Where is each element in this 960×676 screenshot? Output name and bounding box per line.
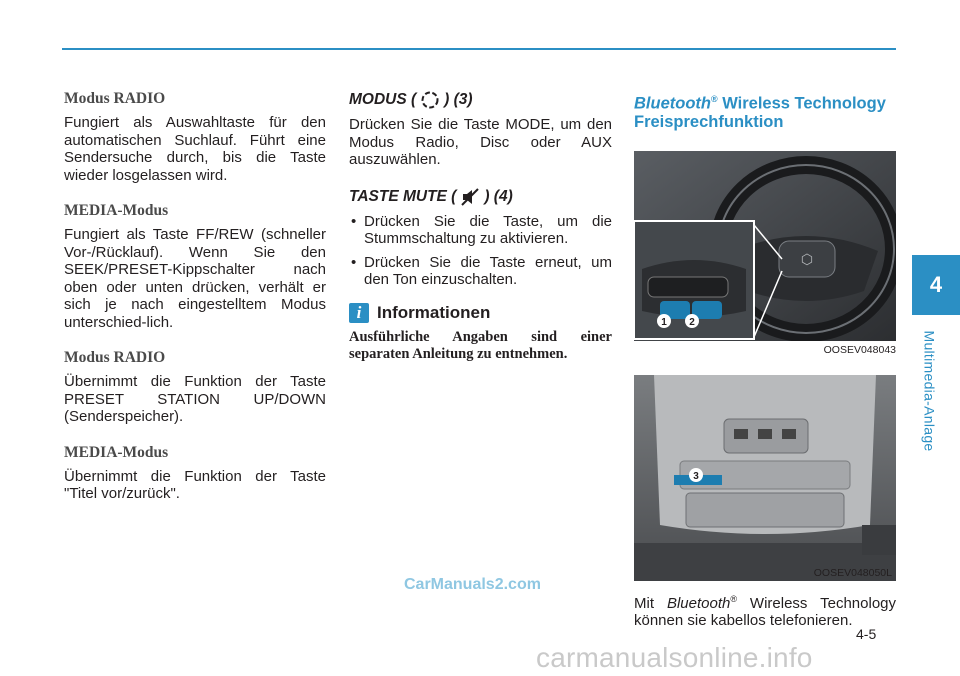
list-item: • Drücken Sie die Taste, um die Stummschaltung zu aktivieren. [349,213,612,248]
callout-3: 3 [693,470,699,482]
info-body: Ausführliche Angaben sind einer separaten Anleitung zu entnehmen. [349,328,612,362]
mute-heading: TASTE MUTE ( ) (4) [349,187,513,205]
chapter-tab: 4 [912,255,960,315]
steering-wheel-figure [634,151,896,341]
page-number: 4-5 [856,626,877,642]
bluetooth-heading: Bluetooth® Wireless Technology Freisprechfunktion [634,94,886,131]
watermark-link[interactable]: CarManuals2.com [404,576,541,593]
column-middle [349,90,612,363]
top-rule [62,48,896,50]
watermark-text: carmanualsonline.info [536,642,813,673]
modus-body: Drücken Sie die Taste MODE, um den Modus Radio, Disc oder AUX auszuwählen. [349,116,612,168]
callout-1: 1 [661,316,667,328]
figure-caption: OOSEV048050L [813,566,892,579]
bluetooth-body: Mit Bluetooth® Wireless Technology können sie kabellos telefonieren. [634,593,896,629]
figure-caption: OOSEV048043 [823,343,896,356]
info-icon: i [349,303,369,323]
section-body: Fungiert als Taste FF/REW (schneller Vor-/Rücklauf). Wenn Sie den SEEK/PRESET-Kippschalter nach oben oder unten drücken, verhält er sich je nach eingestelltem Modus unterschied-lich. [64,226,326,331]
svg-text:⬡: ⬡ [800,250,814,267]
overhead-console-figure [634,375,896,581]
list-item: • Drücken Sie die Taste erneut, um den Ton einzuschalten. [349,254,612,289]
column-left [64,90,326,521]
mute-icon [460,187,480,207]
section-body: Übernimmt die Funktion der Taste PRESET STATION UP/DOWN (Senderspeicher). [64,373,326,425]
section-title: Modus RADIO [64,349,166,366]
section-body: Fungiert als Auswahltaste für den automatischen Suchlauf. Führt eine Sendersuche durch, bis die Taste wieder losgelassen wird. [64,114,326,184]
callout-2: 2 [689,316,695,328]
chapter-label: Multimedia-Anlage [922,330,939,452]
column-right [634,90,896,648]
section-title: Modus RADIO [64,90,166,107]
section-title: MEDIA-Modus [64,202,169,219]
info-title: Informationen [377,302,491,322]
section-body: Übernimmt die Funktion der Taste "Titel vor/zurück". [64,467,326,502]
section-title: MEDIA-Modus [64,443,169,461]
mode-icon [420,90,440,110]
info-heading [349,303,612,323]
modus-heading: MODUS ( ) (3) [349,91,473,108]
mute-list [349,213,612,289]
